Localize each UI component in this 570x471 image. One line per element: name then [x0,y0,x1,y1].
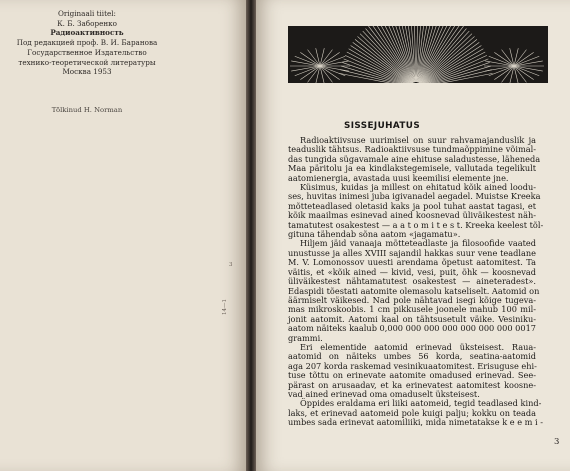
text-line: kõik maailmas esinevad ained koosnevad üliväikestest näh- [288,210,536,221]
text-line: M. V. Lomonossov uuesti arendama õpetust aatomitest. Ta [288,257,536,268]
text-line: teaduslik tähtsus. Radioaktiivsuse tundmaõppimine võimal- [288,144,536,155]
body-text [288,135,544,428]
text-line: väitis, et «kõik ained — kivid, vesi, puit, õhk — koosnevad [288,266,536,277]
fan-ornament-illustration [288,26,548,83]
text-line: äärmiselt väikesed. Nad pole nähtavad isegi kõige tugeva- [288,294,536,305]
text-line: aatom näiteks kaalub 0,000 000 000 000 000 000 000 0017 [288,323,536,334]
text-line: gituna tähendab sõna aatom «jagamatu». [288,229,461,240]
text-line: tuse tõttu on erinevate aatomite omadused erinevad. See- [288,370,536,381]
text-line: aatomienergia, avastada uusi keemilisi elemente jne. [288,172,509,183]
margin-number: 3 [229,262,233,268]
text-line: Eri elementide aatomid erinevad üksteisest. Raua- [300,341,536,352]
credit-line: Государственное Издательство [27,47,147,57]
text-line: Maa päritolu ja ea kindlakstegemisele, vallutada tegelikult [288,163,536,174]
page-number: 3 [554,437,560,447]
signature-mark: 14—1 [222,299,228,315]
credit-line: технико-теоретической литературы [18,57,156,67]
left-page [0,0,246,471]
right-page [256,0,570,471]
text-line: Öppides eraldama eri liiki aatomeid, tegid teadlased kind- [300,398,542,409]
text-line: vad ained erinevad oma omaduselt üksteisest. [288,388,480,399]
text-line: mõtteteadlased oletasid kaks ja pool tuhat aastat tagasi, et [288,200,536,211]
text-line: laks, et erinevad aatomeid pole kuigi palju; kokku on teada [288,407,536,418]
book-gutter [246,0,256,471]
text-line: Hiljem jäid vanaaja mõtteteadlaste ja filosoofide vaated [300,238,536,249]
text-line: das tungida sügavamale aine ehituse saladustesse, läheneda [288,153,541,164]
text-line: Radioaktiivsuse uurimisel on suur rahvamajanduslik ja [300,135,536,145]
text-line: unustusse ja alles XVIII sajandil hakkas suur vene teadlane [288,247,536,258]
chapter-heading: SISSEJUHATUS [344,121,421,131]
original-title-credits [12,9,162,77]
text-line: jonit aatomit. Aatomi kaal on tähtsusetult väike. Vesiniku- [288,313,536,324]
text-line: grammi. [288,332,323,343]
text-line: Edaspidi tõestati aatomite olemasolu katseliselt. Aatomid on [288,285,540,296]
text-line: umbes sada erinevat aatomiliiki, mida nimetatakse k e e m i - [288,417,544,428]
text-line: Küsimus, kuidas ja millest on ehitatud kõik ained loodu- [300,182,536,193]
text-line: mas mikroskoobis. 1 cm pikkusele joonele mahub 100 mil- [288,304,536,315]
credit-line: Радиоактивность [50,28,124,38]
text-line: pärast on arusaadav, et ka erinevatest aatomitest koosne- [288,379,536,390]
credit-line: Москва 1953 [62,67,112,77]
text-line: aga 207 korda raskemad vesinikuaatomitest. Erisuguse ehi- [288,360,537,371]
credit-line: Под редакцией проф. В. И. Баранова [16,38,158,48]
credit-line: Originaali tiitel: [58,9,116,18]
text-line: üliväikestest nähtamatutest osakestest — aineteradest». [288,276,536,287]
credit-line: К. Б. Заборенко [57,18,117,28]
text-line: ses, huvitas inimesi juba igivanadel aegadel. Muistse Kreeka [288,191,541,202]
translator-credit: Tõlkinud H. Norman [51,106,123,114]
text-line: aatomid on näiteks umbes 56 korda, seatina-aatomid [288,351,536,362]
text-line: tamatutest osakestest — a a t o m i t e s t. Kreeka keelest tõl- [288,219,544,230]
